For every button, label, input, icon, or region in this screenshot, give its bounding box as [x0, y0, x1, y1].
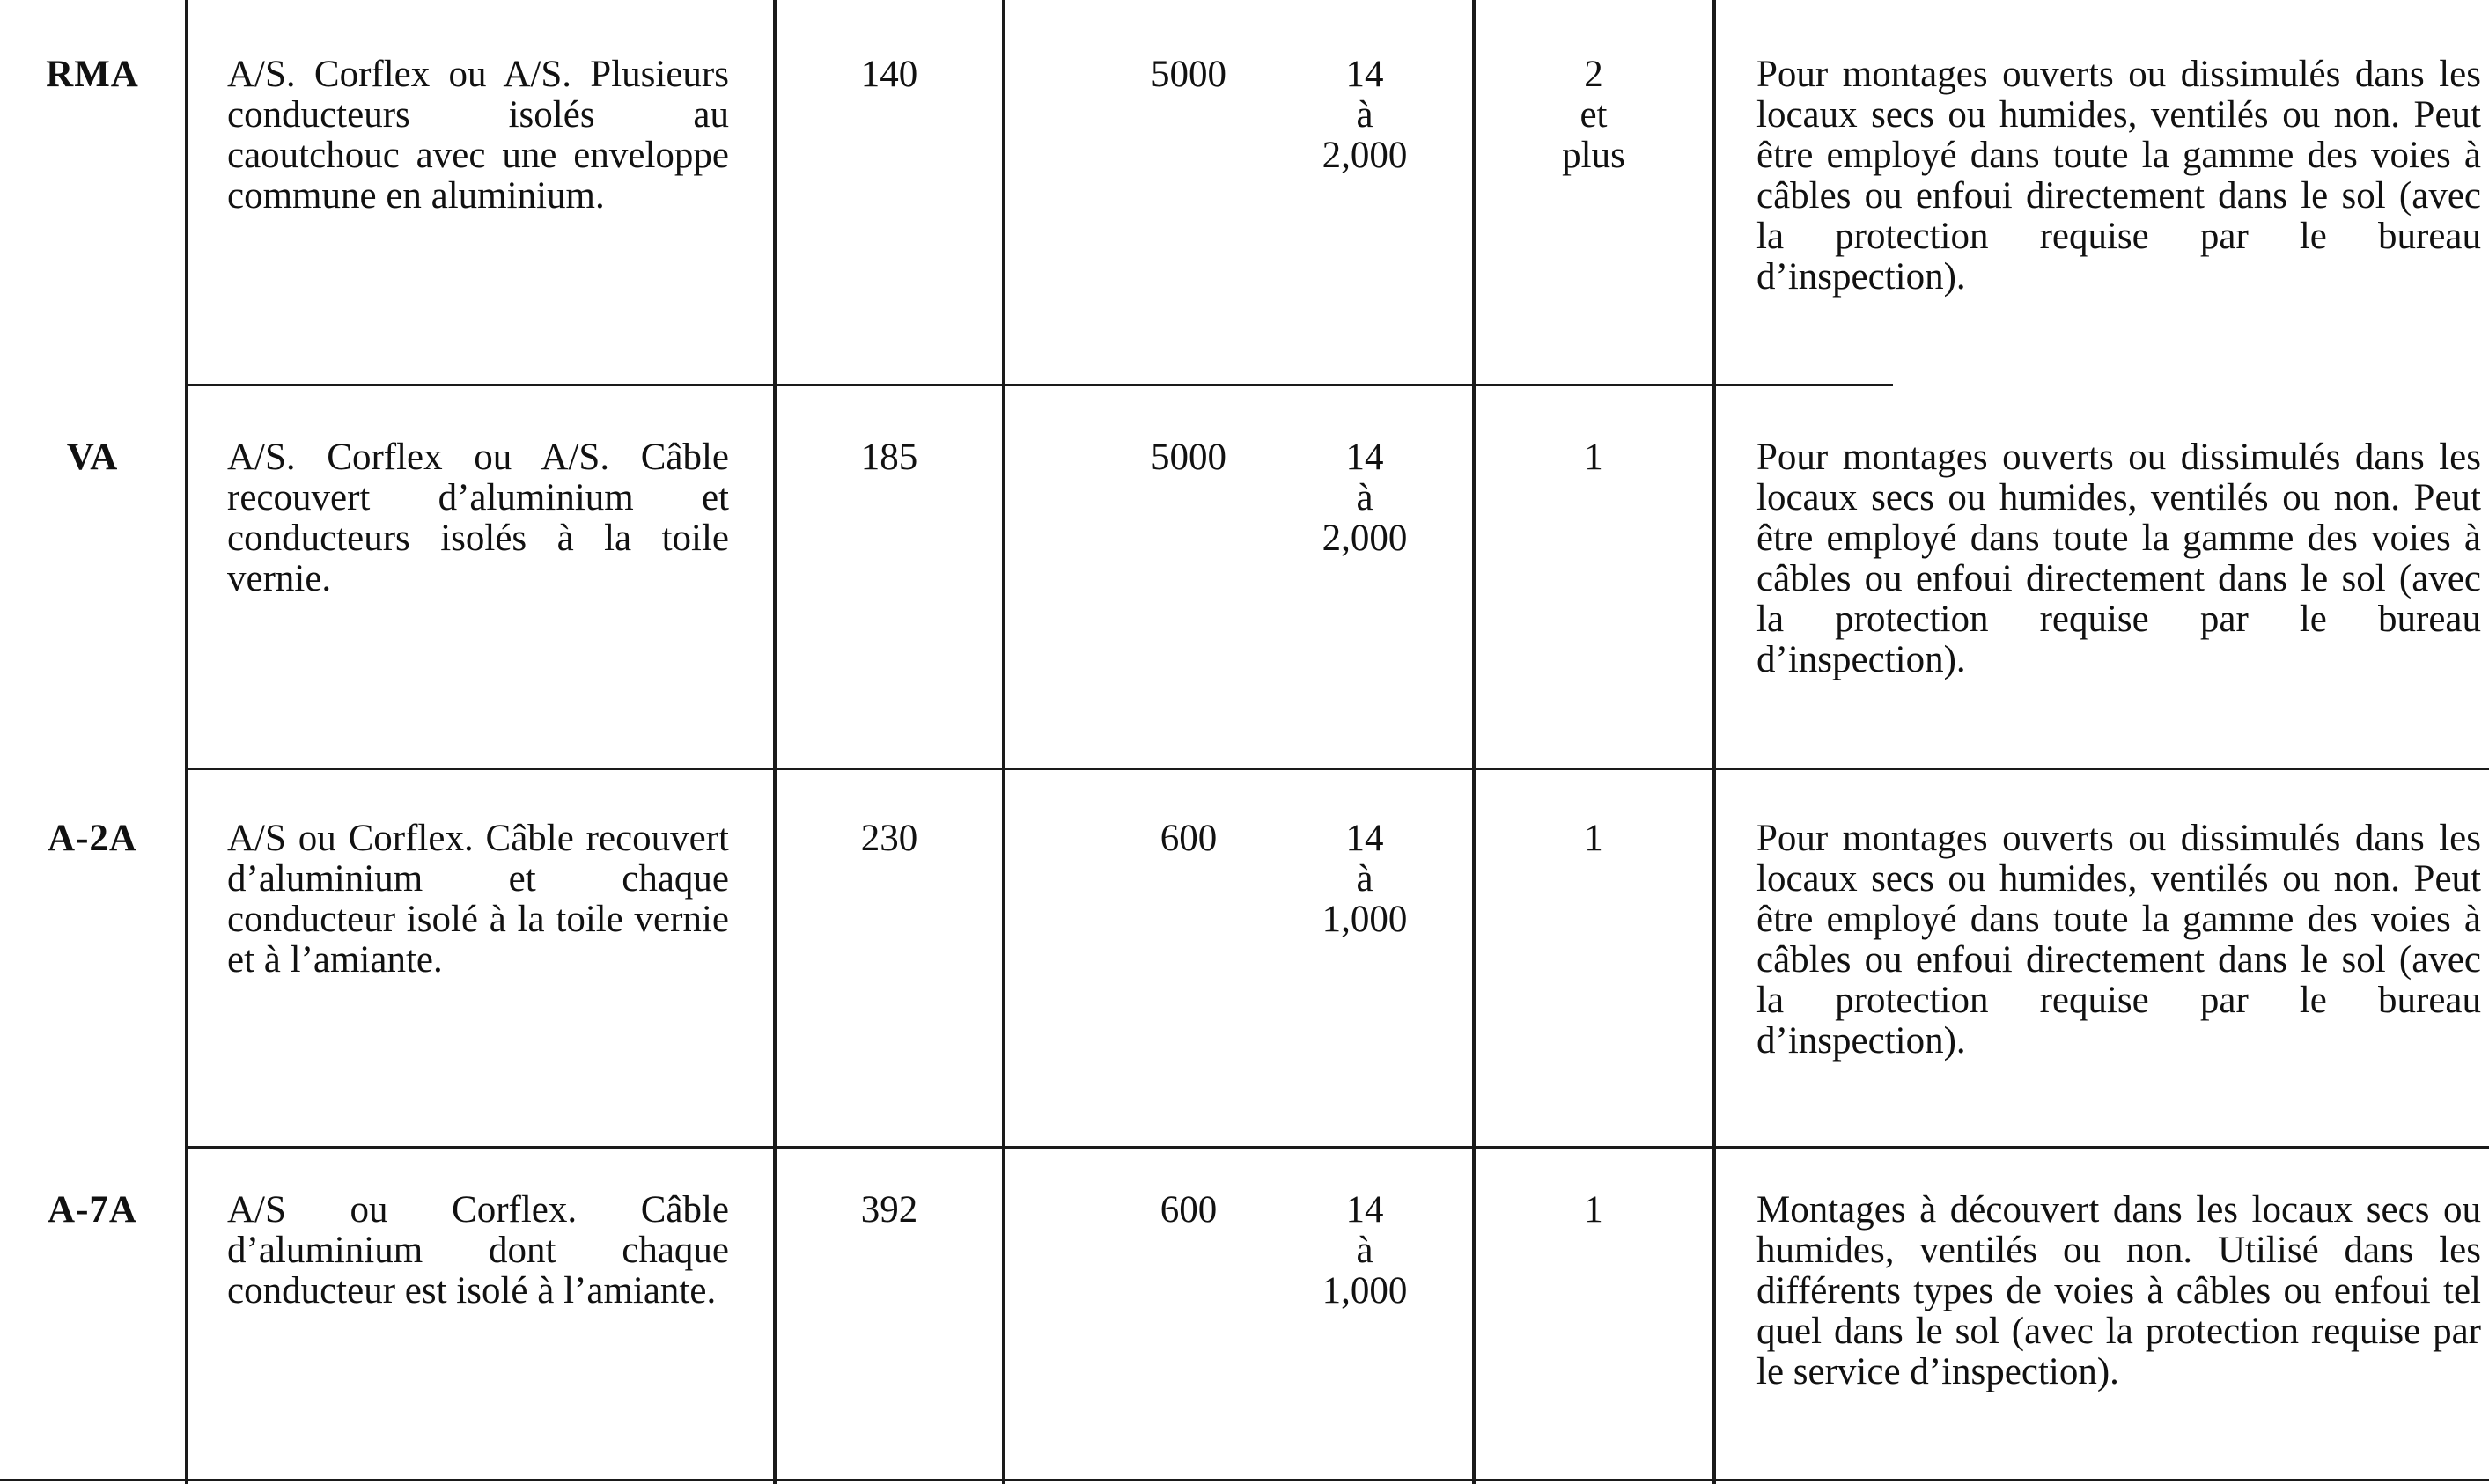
temperature-value: 230 [860, 818, 918, 859]
conductor-count: 2 et plus [1562, 54, 1625, 176]
cable-code: RMA [46, 54, 139, 95]
size-range: 14 à 2,000 [1322, 437, 1408, 559]
conductor-count: 1 [1584, 437, 1603, 478]
row-rule [185, 768, 2489, 770]
cable-description: A/S ou Corflex. Câble recouvert d’aluminium et chaque conducteur isolé à la toile vernie et à l’amiante. [227, 818, 729, 981]
cable-code: A-7A [48, 1189, 137, 1231]
row-rule [0, 1479, 2489, 1481]
temperature-value: 185 [860, 437, 918, 478]
cable-description: A/S. Corflex ou A/S. Plusieurs conducteurs isolés au caoutchouc avec une enveloppe commune en aluminium. [227, 54, 729, 217]
temperature-value: 392 [860, 1189, 918, 1231]
conductor-count: 1 [1584, 1189, 1603, 1231]
cable-description: A/S. Corflex ou A/S. Câble recouvert d’aluminium et conducteurs isolés à la toile vernie. [227, 437, 729, 599]
usage-description: Pour montages ouverts ou dissimulés dans les locaux secs ou humides, ventilés ou non. Peut être employé dans toute la gamme des voies à câbles ou enfoui directement dans le sol (avec la protection requise par le bureau d’inspection). [1756, 818, 2481, 1062]
voltage-value: 600 [1160, 1189, 1218, 1231]
column-rule [1002, 0, 1005, 1484]
cable-description: A/S ou Corflex. Câble d’aluminium dont chaque conducteur est isolé à l’amiante. [227, 1189, 729, 1311]
temperature-value: 140 [860, 54, 918, 95]
cable-code: A-2A [48, 818, 137, 859]
size-range: 14 à 1,000 [1322, 1189, 1408, 1311]
size-range: 14 à 2,000 [1322, 54, 1408, 176]
usage-description: Pour montages ouverts ou dissimulés dans les locaux secs ou humides, ventilés ou non. Peut être employé dans toute la gamme des voies à câbles ou enfoui directement dans le sol (avec la protection requise par le bureau d’inspection). [1756, 437, 2481, 680]
conductor-count: 1 [1584, 818, 1603, 859]
voltage-value: 600 [1160, 818, 1218, 859]
usage-description: Pour montages ouverts ou dissimulés dans les locaux secs ou humides, ventilés ou non. Peut être employé dans toute la gamme des voies à câbles ou enfoui directement dans le sol (avec la protection requise par le bureau d’inspection). [1756, 54, 2481, 298]
voltage-value: 5000 [1151, 437, 1226, 478]
row-rule [185, 1146, 2489, 1149]
column-rule [1712, 0, 1716, 1484]
column-rule [773, 0, 777, 1484]
usage-description: Montages à découvert dans les locaux secs ou humides, ventilés ou non. Utilisé dans les différents types de voies à câbles ou enfoui tel quel dans le sol (avec la protection requise par le service d’inspection). [1756, 1189, 2481, 1392]
column-rule [1472, 0, 1476, 1484]
column-rule [185, 0, 188, 1484]
voltage-value: 5000 [1151, 54, 1226, 95]
row-rule [185, 384, 1893, 386]
cable-code: VA [66, 437, 119, 478]
size-range: 14 à 1,000 [1322, 818, 1408, 940]
